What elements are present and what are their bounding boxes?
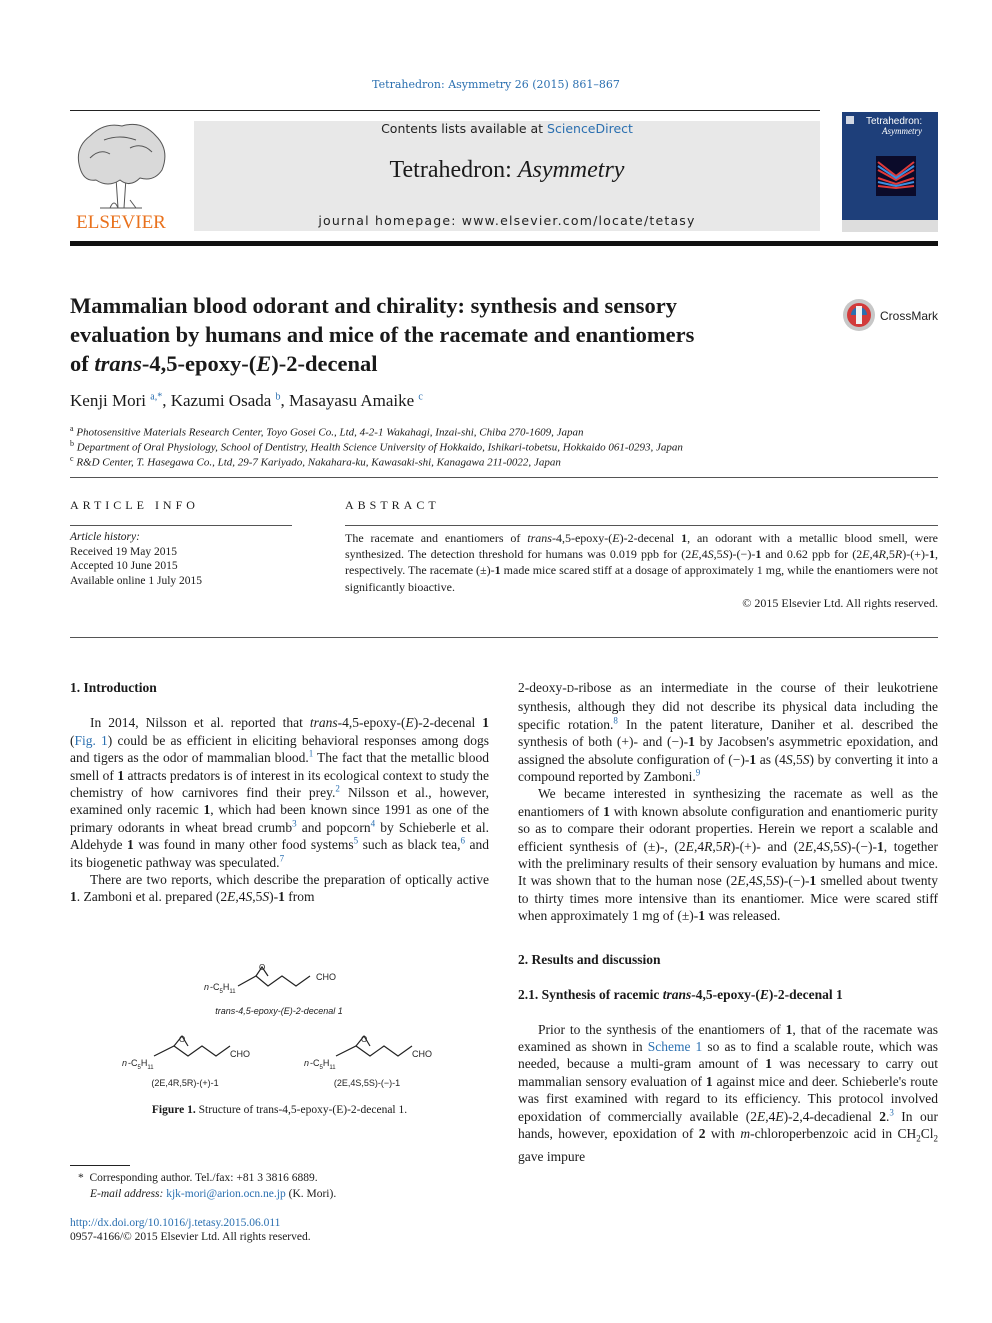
- article-title: Mammalian blood odorant and chirality: synthesis and sensory evaluation by humans and mice of the racemate and enantiomers of trans-4,5-epoxy-(E)-2-decenal: [70, 293, 695, 376]
- author-name: Kazumi Osada: [170, 391, 272, 410]
- author-affil-mark[interactable]: c: [418, 391, 423, 403]
- top-rule: [70, 110, 820, 111]
- svg-text:-C5H11: $-C_5H_{11}$: [310, 1058, 336, 1071]
- abstract-rule: [345, 525, 938, 526]
- abstract-heading: ABSTRACT: [345, 498, 440, 512]
- svg-text:CHO: CHO: [230, 1049, 250, 1059]
- svg-text:CrossMark: CrossMark: [880, 309, 939, 323]
- svg-text:CHO: CHO: [316, 972, 336, 982]
- tree-icon: [78, 124, 165, 208]
- ref-link[interactable]: 1: [308, 748, 314, 759]
- section-rule: [70, 637, 938, 638]
- journal-homepage[interactable]: journal homepage: www.elsevier.com/locate/tetasy: [318, 213, 696, 228]
- ref-link[interactable]: 6: [460, 835, 465, 846]
- issn-line: 0957-4166/© 2015 Elsevier Ltd. All rights reserved.: [70, 1231, 311, 1243]
- author-name: Kenji Mori: [70, 391, 147, 410]
- article-info-heading: ARTICLE INFO: [70, 498, 199, 512]
- section-rule: [70, 477, 938, 478]
- affiliation: $^c$ R&D Center, T. Hasegawa Co., Ltd, 29-7 Kariyado, Nakahara-ku, Kawasaki-shi, Kanagawa 211-0022, Japan: [70, 454, 561, 469]
- article-history: Article history: Received 19 May 2015 Accepted 10 June 2015 Available online 1 July 2015: [70, 531, 203, 588]
- author-affil-mark[interactable]: a,*: [150, 391, 163, 403]
- paragraph: 2-deoxy-D-ribose as an intermediate in the course of their leukotriene synthesis, although they did not describe its physical data including the specific rotation.$^8$ In the patent literature, Daniher et al. described the synthesis of both (+)- and (−)-1 by Jacobsen's asymmetric epoxidation, and assigned the absolute configuration of (−)-1 as (4S,5S) by converting it into a compound reported by Zamboni.$^9$: [518, 680, 939, 785]
- ref-link[interactable]: 7: [279, 853, 285, 864]
- paragraph: Prior to the synthesis of the enantiomers of 1, that of the racemate was examined as shown in Scheme 1 so as to find a scalable route, which was needed, because a multi-gram amount of 1 was necessary to carry out mammalian sensory evaluation of 1 against mice and deer. Schieberle's route was first examined with regard to its efficiency. This protocol involved epoxidation of commercially available (2E,4E)-2,4-decadienal 2.$^3$ In our hands, however, epoxidation of 2 with m-chloroperbenzoic acid in $CH_2Cl_2$ gave impure: [518, 1021, 938, 1165]
- elsevier-wordmark: ELSEVIER: [76, 212, 166, 232]
- header-rule: [70, 241, 938, 246]
- svg-text:n: n: [304, 1058, 310, 1068]
- doi-block: [70, 1216, 311, 1244]
- author-affil-mark[interactable]: b: [275, 391, 281, 403]
- contents-line: [194, 121, 820, 136]
- paragraph: In 2014, Nilsson et al. reported that trans-4,5-epoxy-(E)-2-decenal 1 (Fig. 1) could be as efficient in eliciting behavioral responses among dogs and tigers as the odor of mammalian blood.$^1$ The fact that the metallic blood smell of 1 attracts predators is of interest in its ecological context to study the chemistry of how carnivores find their prey.$^2$ Nilsson et al., however, examined only racemic 1, which had been known since 1991 as one of the primary odorants in wheat bread crumb$^3$ and popcorn$^4$ by Schieberle et al. Aldehyde 1 was found in many other food systems$^5$ such as black tea,$^6$ and its biogenetic pathway was speculated.$^7$: [70, 715, 490, 870]
- enantiomer-plus-label: (2E,4R,5R)-(+)-1: [151, 1078, 219, 1088]
- author-list: Kenji Mori $^{a,*}$, Kazumi Osada $^b$, Masayasu Amaike $^c$: [70, 391, 423, 410]
- svg-text:n: n: [204, 982, 210, 992]
- scheme-link[interactable]: Scheme 1: [647, 1038, 703, 1054]
- journal-cover[interactable]: [842, 112, 938, 232]
- subsection-heading: 2.1. Synthesis of racemic trans-4,5-epoxy-(E)-2-decenal 1: [518, 987, 843, 1003]
- paragraph: There are two reports, which describe the preparation of optically active 1. Zamboni et al. prepared (2E,4S,5S)-1 from: [70, 872, 489, 905]
- right-column: [518, 679, 938, 1165]
- svg-text:CHO: CHO: [412, 1049, 432, 1059]
- footnote: * Corresponding author. Tel./fax: +81 3 3816 6889. E-mail address: kjk-mori@arion.ocn.ne.jp (K. Mori).: [78, 1172, 337, 1200]
- svg-text:Tetrahedron:: Tetrahedron:: [866, 116, 923, 127]
- svg-text:O: O: [361, 1035, 368, 1044]
- svg-text:n: n: [122, 1058, 128, 1068]
- ref-link[interactable]: 5: [353, 835, 359, 846]
- enantiomer-minus-structure: [336, 1036, 412, 1056]
- journal-header: [194, 121, 820, 231]
- copyright: © 2015 Elsevier Ltd. All rights reserved.: [742, 595, 938, 610]
- crossmark-icon: [843, 299, 875, 331]
- journal-citation[interactable]: Tetrahedron: Asymmetry 26 (2015) 861–867: [372, 78, 620, 91]
- svg-text:O: O: [179, 1035, 186, 1044]
- paragraph: We became interested in synthesizing the racemate as well as the enantiomers of 1 with known absolute configuration and enantiomeric purity so as to compare their odorant properties. Herein we report a scalable and efficient synthesis of (±)-, (2E,4R,5R)-(+)- and (2E,4S,5S)-(−)-1, together with the preliminary results of their sensory evaluation by humans and mice. It was shown that to the human nose (2E,4S,5S)-(−)-1 smelled about twenty to thirty times more intensive than its enantiomer. Mice were scared stiff when approximately 1 mg of (±)-1 was released.: [518, 786, 938, 924]
- racemate-label: trans-4,5-epoxy-(E)-2-decenal 1: [215, 1006, 343, 1016]
- svg-text:O: O: [259, 963, 266, 972]
- enantiomer-plus-structure: [154, 1036, 230, 1056]
- ref-link[interactable]: 8: [613, 715, 618, 726]
- doi-link[interactable]: http://dx.doi.org/10.1016/j.tetasy.2015.06.011: [70, 1217, 281, 1229]
- section-heading: 1. Introduction: [70, 680, 157, 695]
- enantiomer-minus-label: (2E,4S,5S)-(−)-1: [333, 1078, 401, 1088]
- svg-text:-C5H11: $-C_5H_{11}$: [210, 982, 236, 995]
- affiliation: $^a$ Photosensitive Materials Research Center, Toyo Gosei Co., Ltd, 4-2-1 Wakahagi, Inzai-shi, Chiba 270-1609, Japan: [70, 424, 584, 439]
- figure-caption: Figure 1. Structure of trans-4,5-epoxy-(E)-2-decenal 1.: [151, 1104, 408, 1116]
- contents-prefix: Contents lists available at: [381, 121, 548, 136]
- affiliation: $^b$ Department of Oral Physiology, School of Dentistry, Health Science University of Hokkaido, Ishikari-tobetsu, Hokkaido 061-0293, Japan: [70, 439, 683, 454]
- svg-text:-C5H11: $-C_5H_{11}$: [128, 1058, 154, 1071]
- figure-1-structures: [70, 962, 489, 1122]
- footnote-rule: [70, 1165, 130, 1166]
- fig-link[interactable]: Fig. 1: [74, 732, 108, 748]
- ref-link[interactable]: 2: [335, 783, 340, 794]
- ref-link[interactable]: 9: [695, 767, 701, 778]
- section-heading: 2. Results and discussion: [518, 951, 661, 967]
- email-link[interactable]: kjk-mori@arion.ocn.ne.jp: [166, 1188, 286, 1200]
- racemate-structure: [238, 967, 310, 986]
- author-name: Masayasu Amaike: [289, 391, 415, 410]
- crossmark-badge[interactable]: [842, 296, 942, 334]
- abstract-text: The racemate and enantiomers of trans-4,5-epoxy-(E)-2-decenal 1, an odorant with a metallic blood smell, were synthesized. The detection threshold for humans was 0.019 ppb for (2E,4S,5S)-(−)-1 and 0.62 ppb for (2E,4R,5R)-(+)-1, respectively. The racemate (±)-1 made mice scared stiff at a dosage of approximately 1 mg, while the enantiomers were not significantly bioactive. © 2015 Elsevier Ltd. All rights reserved.: [345, 531, 938, 610]
- ref-link[interactable]: 4: [370, 818, 376, 829]
- ref-link[interactable]: 3: [292, 818, 297, 829]
- svg-text:Asymmetry: Asymmetry: [882, 126, 922, 136]
- elsevier-logo[interactable]: [70, 118, 172, 232]
- journal-name: Tetrahedron: Asymmetry: [389, 157, 625, 183]
- sciencedirect-link[interactable]: ScienceDirect: [547, 121, 633, 136]
- ref-link[interactable]: 3: [889, 1107, 894, 1118]
- article-info-rule: [70, 525, 292, 526]
- left-column: [70, 679, 489, 906]
